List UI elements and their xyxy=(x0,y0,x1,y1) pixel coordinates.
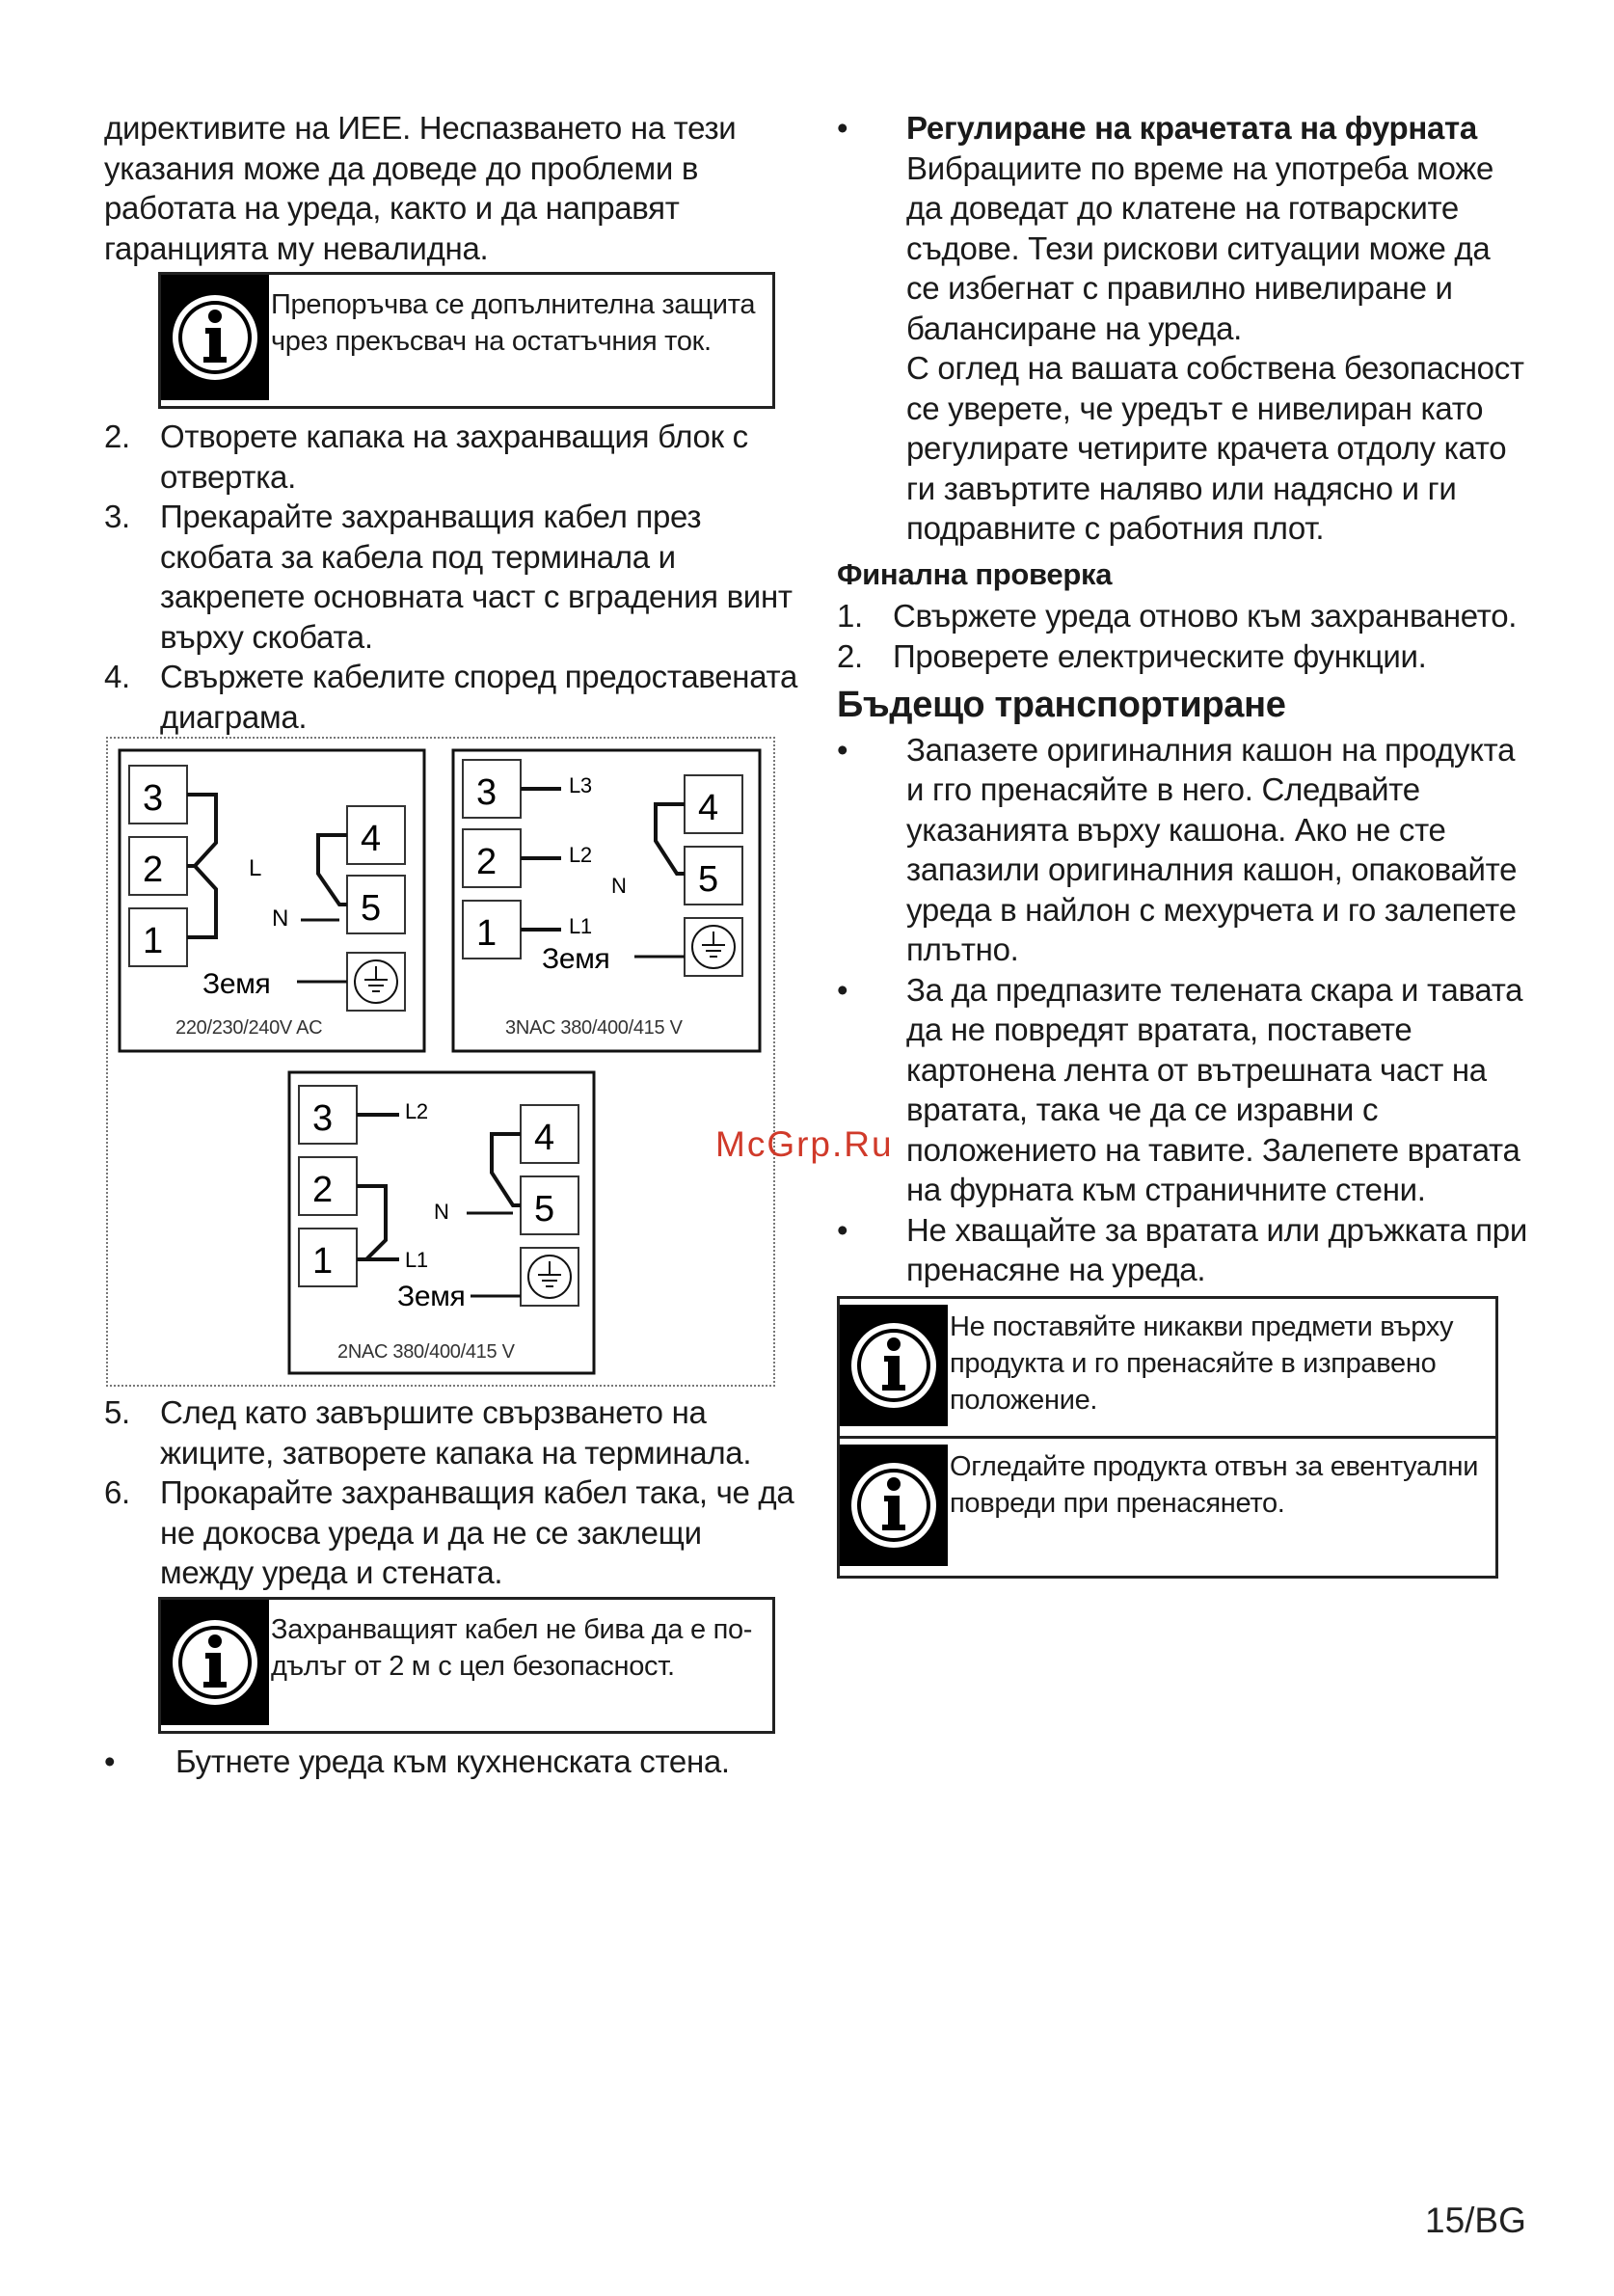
svg-text:3: 3 xyxy=(476,772,497,813)
svg-text:L2: L2 xyxy=(569,843,592,867)
wiring-diagram xyxy=(106,737,775,1387)
svg-text:L1: L1 xyxy=(569,914,592,938)
right-column xyxy=(837,108,1531,1579)
diagram-2nac xyxy=(289,1072,594,1373)
svg-text:220/230/240V AC: 220/230/240V AC xyxy=(175,1017,323,1039)
svg-text:N: N xyxy=(272,905,289,932)
list-item: • Запазете оригиналния кашон на продукта и гго пренасяйте в него. Следвайте указанията върху кашона. Ако не сте запазили оригиналния кашон, опаковайте уреда в найлон с мехурчета и го залепете плътно. xyxy=(837,731,1518,967)
svg-text:2: 2 xyxy=(312,1170,333,1210)
svg-text:3: 3 xyxy=(312,1098,333,1139)
svg-text:3NAC 380/400/415 V: 3NAC 380/400/415 V xyxy=(505,1017,683,1039)
svg-text:1: 1 xyxy=(312,1241,333,1282)
svg-text:Земя: Земя xyxy=(397,1281,466,1312)
final-check-heading: Финална проверка xyxy=(837,556,1113,591)
info-text-rcd: Препоръчва се допълнителна защита чрез прекъсвач на остатъчния ток. xyxy=(271,289,756,357)
info-icon xyxy=(161,1600,269,1725)
info-box-upright xyxy=(837,1296,1498,1436)
svg-text:3: 3 xyxy=(143,778,163,819)
info-box-inspect xyxy=(837,1436,1498,1579)
feet-paragraph-1: Вибрациите по време на употреба може да доведат до клатене на готварските съдове. Тези рискови ситуации може да се избегнат с правилно нивелиране и балансиране на уреда. xyxy=(906,149,1494,346)
watermark: McGrp.Ru xyxy=(715,1124,894,1164)
svg-text:2: 2 xyxy=(476,842,497,882)
svg-text:Земя: Земя xyxy=(542,943,610,975)
feet-title: Регулиране на крачетата на фурната xyxy=(906,110,1477,146)
svg-text:4: 4 xyxy=(698,788,718,828)
svg-text:L3: L3 xyxy=(569,773,592,797)
page-number: 15/BG xyxy=(1425,2201,1526,2240)
list-item: 6. Прокарайте захранващия кабел така, че да не докосва уреда и да не се заклещи между уреда и стената. xyxy=(104,1474,794,1590)
info-text-cable-length: Захранващият кабел не бива да е по-дълъг от 2 м с цел безопасност. xyxy=(271,1613,753,1682)
intro-paragraph: директивите на ИЕЕ. Неспазването на тези указания може да доведе до проблеми в работата на уреда, както и да направят гаранцията му невалидна. xyxy=(104,110,737,266)
info-text-inspect: Огледайте продукта отвън за евентуални повреди при пренасянето. xyxy=(950,1450,1479,1519)
list-item: 3. Прекарайте захранващия кабел през скобата за кабела под терминала и закрепете основната част с вградения винт върху скобата. xyxy=(104,499,793,655)
svg-text:1: 1 xyxy=(476,913,497,954)
list-item: • За да предпазите телената скара и тавата да не повредят вратата, поставете картонена лента от вътрешната част на вратата, така че да се изравни с положението на тавите. Залепете вратата на фурната към страничните стени. xyxy=(837,971,1523,1207)
info-icon xyxy=(840,1305,948,1426)
diagram-single-phase xyxy=(120,750,424,1051)
svg-text:5: 5 xyxy=(534,1189,554,1229)
left-column xyxy=(104,108,798,1781)
diagram-3nac xyxy=(453,750,760,1051)
svg-text:N: N xyxy=(434,1200,449,1224)
list-item: 5. След като завършите свързването на жиците, затворете капака на терминала. xyxy=(104,1394,752,1471)
info-box-rcd xyxy=(158,272,775,409)
svg-text:2NAC 380/400/415 V: 2NAC 380/400/415 V xyxy=(337,1341,515,1363)
list-item: 4. Свържете кабелите според предоставената диаграма. xyxy=(104,659,798,735)
svg-text:L: L xyxy=(249,855,262,881)
svg-text:Земя: Земя xyxy=(202,968,271,1000)
svg-text:N: N xyxy=(611,874,627,898)
info-icon xyxy=(840,1445,948,1566)
svg-text:1: 1 xyxy=(143,921,163,961)
svg-text:L2: L2 xyxy=(405,1099,428,1123)
info-text-upright: Не поставяйте никакви предмети върху продукта и го пренасяйте в изправено положение. xyxy=(950,1310,1454,1416)
list-item: 2. Проверете електрическите функции. xyxy=(837,637,1427,674)
list-item: 2. Отворете капака на захранващия блок с отвертка. xyxy=(104,419,748,495)
svg-text:5: 5 xyxy=(698,859,718,900)
svg-text:4: 4 xyxy=(534,1118,554,1158)
svg-text:2: 2 xyxy=(143,850,163,890)
svg-text:5: 5 xyxy=(361,888,381,929)
info-box-cable-length xyxy=(158,1597,775,1734)
svg-text:4: 4 xyxy=(361,819,381,859)
list-item: • Бутнете уреда към кухненската стена. xyxy=(104,1742,730,1779)
feet-paragraph-2: С оглед на вашата собствена безопасност се уверете, че уредът е нивелиран като регулирате четирите крачета отдолу като ги завъртите наляво или надясно и ги подравните с работния плот. xyxy=(906,350,1524,546)
transport-heading: Бъдещо транспортиране xyxy=(837,685,1286,725)
list-item: 1. Свържете уреда отново към захранването. xyxy=(837,598,1518,634)
list-item-feet: • Регулиране на крачетата на фурната Вибрациите по време на употреба може да доведат до клатене на готварските съдове. Тези рискови ситуации може да се избегнат с правилно нивелиране и балансиране на уреда. С оглед на вашата собствена безопасност се уверете, че уредът е нивелиран като регулирате четирите крачета отдолу като ги завъртите наляво или надясно и ги подравните с работния плот. xyxy=(837,108,1531,549)
info-icon xyxy=(161,275,269,400)
list-item: • Не хващайте за вратата или дръжката при пренасяне на уреда. xyxy=(837,1211,1527,1287)
svg-text:L1: L1 xyxy=(405,1248,428,1272)
